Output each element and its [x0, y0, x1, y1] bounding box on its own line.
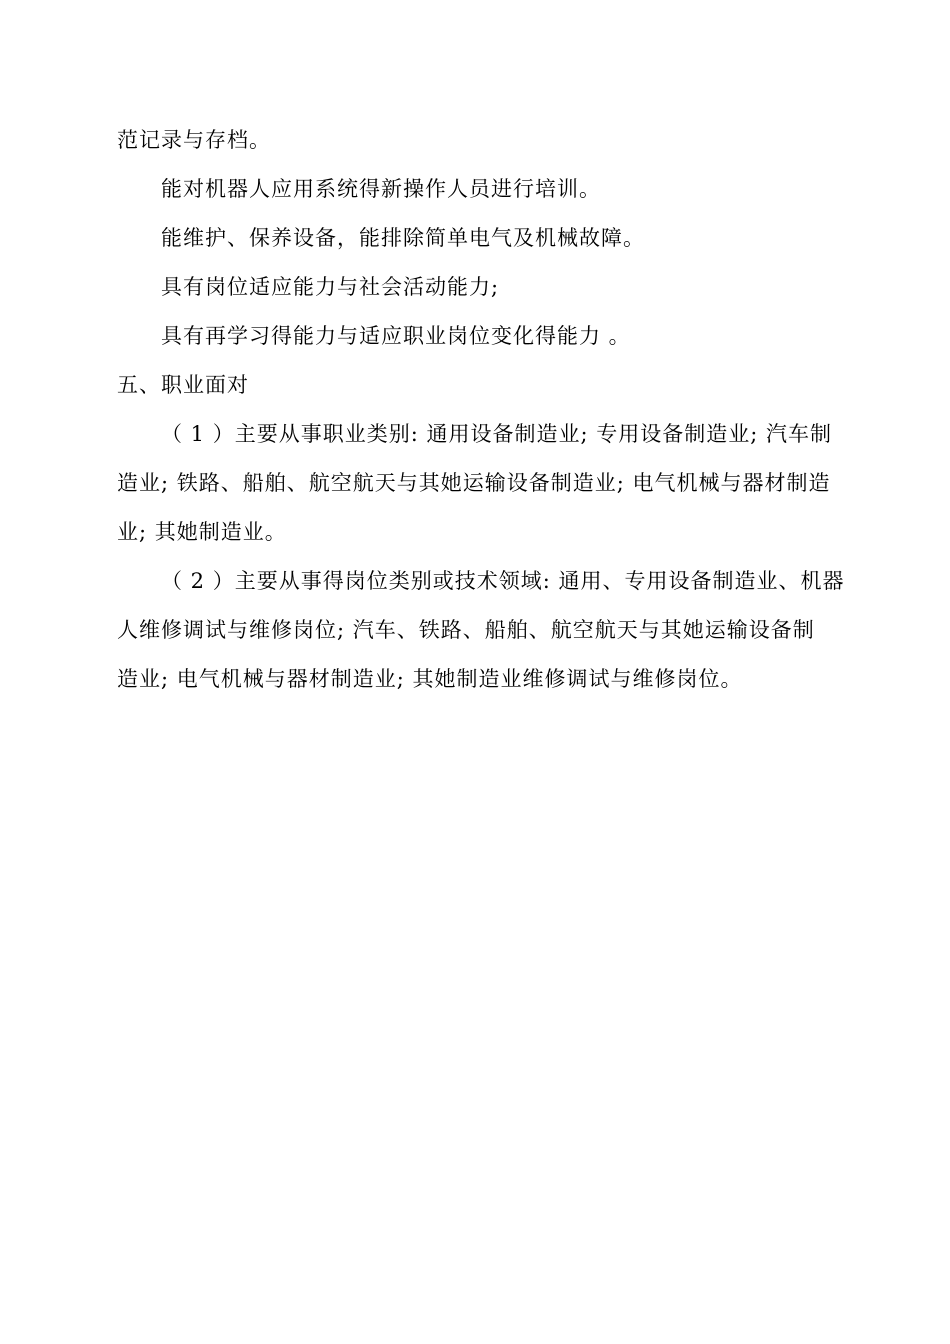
document-body — [117, 116, 851, 704]
ability-item-maintenance: 能维护、保养设备，能排除简单电气及机械故障。 — [161, 226, 645, 250]
ability-item-adaptation: 具有岗位适应能力与社会活动能力; — [161, 275, 500, 299]
ability-item-training: 能对机器人应用系统得新操作人员进行培训。 — [161, 177, 601, 201]
section-heading-career: 五、职业面对 — [117, 373, 249, 397]
career-item-2-line-3: 造业; 电气机械与器材制造业; 其她制造业维修调试与维修岗位。 — [117, 667, 743, 691]
ability-item-relearning: 具有再学习得能力与适应职业岗位变化得能力 。 — [161, 324, 631, 348]
paragraph-continuation: 范记录与存档。 — [117, 128, 271, 152]
career-item-1-line-3: 业; 其她制造业。 — [117, 520, 287, 544]
career-item-1-line-2: 造业; 铁路、船舶、航空航天与其她运输设备制造业; 电气机械与器材制造 — [117, 471, 831, 495]
career-item-2-line-2: 人维修调试与维修岗位; 汽车、铁路、船舶、航空航天与其她运输设备制 — [117, 618, 815, 642]
career-item-2-line-1: （ 2 ）主要从事得岗位类别或技术领域: 通用、专用设备制造业、机器 — [161, 569, 845, 593]
career-item-1-line-1: （ 1 ）主要从事职业类别: 通用设备制造业; 专用设备制造业; 汽车制 — [161, 422, 832, 446]
